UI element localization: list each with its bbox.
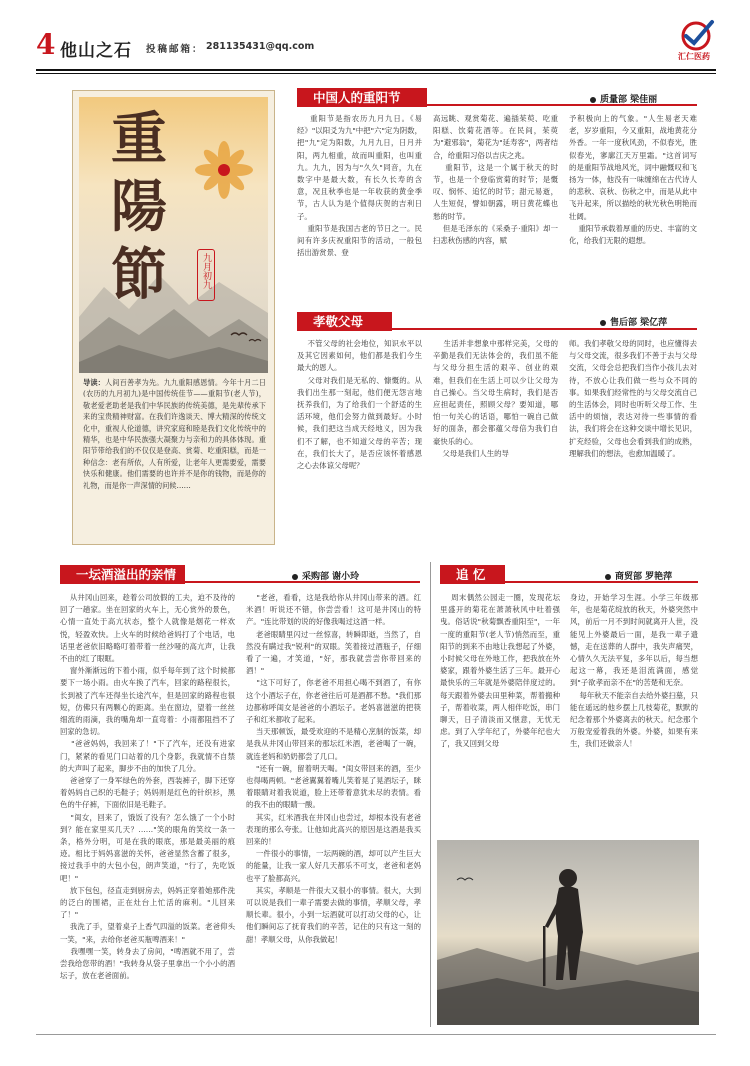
poster-title-char-2: 陽 [111,174,167,240]
header-rule-thin [36,73,716,74]
chrysanthemum-icon [189,135,259,205]
column-divider [430,562,431,1027]
poster-intro-text: 人间百善孝为先。九九重阳感恩情。今年十月二日(农历的九月初九)是中国传统佳节——重阳节(老人节)，敬老爱老助老是我们中华民族的传统美德，是先辈传承下来的宝贵精神财富。在我们许逸谈天、博大精深的传统文化中，重视人伦道德，讲究家庭和睦是我们文化传统中的精华，也是中华民族强大凝聚力与亲和力的具体体现。重阳节带给我们的不仅仅是登高、赏菊、吃重阳糕，而是一种信念：老有所依，人有所爱，让老年人更需要爱，需要快乐和健康。他们需要的也许并不是你的钱物，而是你的礼物，而是你一声深情的问候…… [83,378,266,490]
elderly-silhouette-illustration [437,840,699,1025]
poster-art [79,97,268,373]
poster-seal [197,249,215,301]
poster-frame [72,90,275,545]
article2-byline-text: 售后部 梁亿萍 [610,318,668,328]
elderly-photo [437,840,699,1025]
page-header [36,30,716,68]
article4-byline [605,569,672,582]
article1-byline-text: 质量部 梁佳丽 [600,95,658,105]
article2-byline [600,315,667,328]
poster-title [111,105,191,309]
poster-title-char-3: 節 [111,242,167,308]
article3-byline-text: 采购部 谢小玲 [302,572,360,582]
article1-byline [590,92,657,105]
header-rule [36,69,716,71]
bullet-icon [590,97,596,103]
article1-title: 中国人的重阳节 [297,88,427,107]
logo-mark-icon [676,18,716,52]
article1-col3: 予积极向上的气象。"人生易老天难老，岁岁重阳，今又重阳，战地黄花分外香。一年一度秋风劲，不似春光，胜似春光，寥廓江天万里霜。"这首词写的是重阳节战地风光，词中融慨叹和飞扬为一体，他没有一味缠绵在古代诗人的悲秋、哀秋、伤秋之中，而是从此中飞升起来，所以描绘的秋光秋色明艳而壮阔。 重阳节承载着厚重的历史、丰富的文化，给我们无限的遐想。 [569,114,697,246]
poster-intro-label: 导读： [83,378,105,387]
poster-intro [83,377,266,537]
article4-col2: 身边，开始学习生涯。小学三年级那年，也是菊花绽放的秋天，外婆突然中风，前后一月不到时间就离开人世，没能见上外婆最后一面，是我一辈子遗憾，走在送葬的人群中，我失声痛哭，心情久久无法平复，多年以后，每当想起这一幕，我还是泪流满面，感觉到"子欲孝而亲不在"的苦楚和无奈。 每年秋天不能亲自去给外婆扫墓，只能在遥远的他乡摆上几枝菊花，默默的纪念着那个外婆离去的秋天。纪念那个万般宠爱着我的外婆。外婆，如果有来生，我们还做亲人！ [570,593,698,749]
article3-title: 一坛酒溢出的亲情 [60,565,185,584]
logo-text: 汇仁医药 [678,52,710,61]
bullet-icon [605,574,611,580]
poster-title-char-1: 重 [111,106,167,172]
article2-col1: 不管父母的社会地位，知识水平以及其它因素如何，他们都是我们今生最大的恩人。 父母对我们是无私的、慷慨的。从我们出生那一刻起，他们便无怨言地抚养我们，为了给我们一个舒适的生活环境，他们会努力做到最好。小时候，我们把这当成天经地义，因为我们不了解，也不知道父母的辛苦；现在，我们长大了，是否应该怀着感恩之心去体谅父母呢？ [297,339,422,471]
article3-col1: 从井冈山回来，趁着公司放假的工夫，迫不及待的回了一趟家。坐在回家的火车上，无心赏外的景色，心情一直处于高亢状态，整个人就像是烟花一样欢悦，轻盈欢快。上火车的时候给爸妈打了个电话，电话里老爸依旧略略叮着带着一丝沙哑的高亢声，让我不由的红了眼眶。 窗外渐渐远的下着小雨，似乎每年到了这个时候都要下一场小雨。由火车换了汽车，回家的路程很长，长到被了汽车还得坐长途汽车，但是回家的路程也很短，仿佛只有两颗心的距离。坐在窗边，望着一丝丝细流的雨滴，我的嘴角却一直弯着：小雨都阻挡不了回家的急切。 "爸爸妈妈，我回来了！"下了汽车，还没有进家门，紧紧的看见门口站着的几个身影，我就情不自禁的大声叫了起来，脚步不由的加快了几分。 爸爸穿了一身军绿色的外套，西装裤子，脚下还穿着妈妈自己织的毛鞋子；妈妈则是红色的针织衫，黑色的牛仔裤，下面依旧是毛鞋子。 "闺女，回来了，饿饭了没有？怎么饿了一个小时到？能在家里买几天？……"笑的眼角的笑纹一条一条，格外分明，可是在我的眼底，那是最美丽的痕迹。相比于妈妈喜滋的关怀，爸爸显然含蓄了很多，接过我手中的大包小包，朗声笑道，"行了，先吃饭吧！" 放下包包，径直走到厨房去，妈妈正穿着她那件洗的泛白的围裙，正在灶台上忙活的麻利。"儿回来了！" 我洗了手，望着桌子上香气四溢的饭菜。老爸仰头一笑，"来，去给你老爸买瓶啤酒来！" 我嘿嘿一笑，转身去了房间，"啤酒就不用了，尝尝我给您带的酒！"我转身从袋子里拿出一个小小的酒坛子，放在老爸面前。 [60,593,235,981]
article2-title: 孝敬父母 [297,312,392,331]
company-logo [676,18,716,64]
article4-title: 追 忆 [440,565,505,584]
page-number: 4 [36,28,56,61]
article4-col1: 周末偶然公园走一圈，发现花坛里盛开的菊花在萧萧秋风中吐着强曳。俗话说"秋菊飘香重阳至"，一年一度的重阳节(老人节)悄然而至，重阳节的到来不由地让我想起了外婆，小时候父母在外地工作，把我放在外婆家，跟着外婆生活了三年。最开心最快乐的三年就是外婆陪伴度过的。每天跟着外婆去田里种菜，帮着搬种子，帮着收菜，两人相伴吃饭，串门聊天，日子清淡而又惬意，无忧无虑。到了入学年纪了，外婆年纪也大了，我又回到父母 [440,593,560,749]
bullet-icon [600,320,606,326]
article3-col2: "老爸，看看，这是我给你从井冈山带来的酒。红米酒！听说还不错，你尝尝看！这可是井冈山的特产。"连比带划的说的好像我喝过这酒一样。 老爸眼睛里闪过一丝惊喜，转瞬即逝，当然了，自然没有瞒过我"锐利"的双眼。笑着接过酒瓶子，仔细看了一遍，才笑道，"好，那我就尝尝你带回来的酒！" "这下可好了，你老爸不用担心喝不到酒了，有你这个小酒坛子在，你老爸往后可是酒都不愁。"我们那边都称呼闺女是爸爸的小酒坛子。老妈喜滋滋的把筷子和红米都收了起来。 当天那顿饭，最受欢迎的不是精心烹制的饭菜，却是我从井冈山带回来的那坛红米酒，老爸喝了一碗，就连老妈和奶奶都尝了几口。 "还有一碗，留着明天喝。"闺女带回来的酒，至少也得喝两顿。"老爸翼翼着嘴儿笑着晃了晃酒坛子，眯着眼睛对着我说道，脸上还带着意犹未尽的表情。看的我不由的眼睛一酸。 其实，红米酒我在井冈山也尝过，却根本没有老爸表现的那么夸张。让他如此高兴的原因是这酒是我买回来的！ 一件很小的事情，一坛两碗的酒，却可以产生巨大的能量，让我一家人好几天都乐不可支，老爸和老妈也平了脸都高兴。 其实，孝顺是一件很大又很小的事情。很大，大到可以说是我们一辈子需要去做的事情，孝顺父母，孝顺长辈。很小，小到一坛酒就可以打动父母的心，让他们瞬间忘了抚育我们的辛苦，记住的只有这一刻的甜！孝顺父母，从你我做起！ [246,593,421,944]
article2-col3: 师。我们孝敬父母的同时，也应懂得去与父母交流，很多我们不善于去与父母交流，父母会总把我们当作小孩儿去对待，不放心让我们做一些与众不同的事。如果我们经常性的与父母交流自己的生活体会，同时也听听父母工作、生活中的烦恼，表达对待一些事情的看法，我们将会在这种交谈中增长见识，扩充经验，父母也会看到我们的成熟，理解我们的想法，也愈加温暖了。 [569,339,697,458]
email-label: 投稿邮箱： [146,44,204,55]
article1-col2: 高远眺、观赏菊花、遍插茱萸、吃重阳糕、饮菊花酒等。在民间，茱萸为"避邪翁"，菊花为"延寿客"，两者结合，给重阳习俗以吉庆之兆。 重阳节，这是一个属于秋天的时节，也是一个登临赏菊的时节；是慨叹、悯怀、追忆的时节；甜元易逝，人生短促，譬如朝露，明日黄花蝶也愁的时节。 但是毛泽东的《采桑子·重阳》却一扫悲秋伤感的内容，赋 [433,114,558,246]
email-address: 281135431@qq.com [206,41,315,52]
article4-byline-text: 商贸部 罗艳萍 [615,572,673,582]
section-name: 他山之石 [60,41,132,61]
footer-rule [36,1034,716,1035]
birds-icon [229,327,265,347]
poster-seal-text: 九月初九 [201,253,211,289]
article1-col1: 重阳节是指农历九月九日。《易经》"以阳爻为九"中把"六"定为阴数，把"九"定为阳数，九月九日，日月并阳，两九相重，故而叫重阳，也叫重九。九九，因为与"久久"同音，九在数字中是最大数，有长久长寿的含意，况且秋季也是一年收获的黄金季节，古人认为是个值得庆贺的吉利日子。 重阳节是我国古老的节日之一。民间有许多庆祝重阳节的活动，一般包括出游赏景、登 [297,114,422,258]
bullet-icon [292,574,298,580]
article2-col2: 生活并非想象中那样完美，父母的辛勤是我们无法体会的，我们虽不能与父母分担生活的艰辛、创业的艰难，但我们在生活上可以少让父母为自己操心。当父母生病时，我们是否应担起责任，照顾父母？要知道，哪怕一句关心的话语，哪怕一碗自己做好的面条，都会都蕴父母倍为我们自豪快乐的心。 父母是我们人生的导 [433,339,558,458]
article3-byline [292,569,359,582]
